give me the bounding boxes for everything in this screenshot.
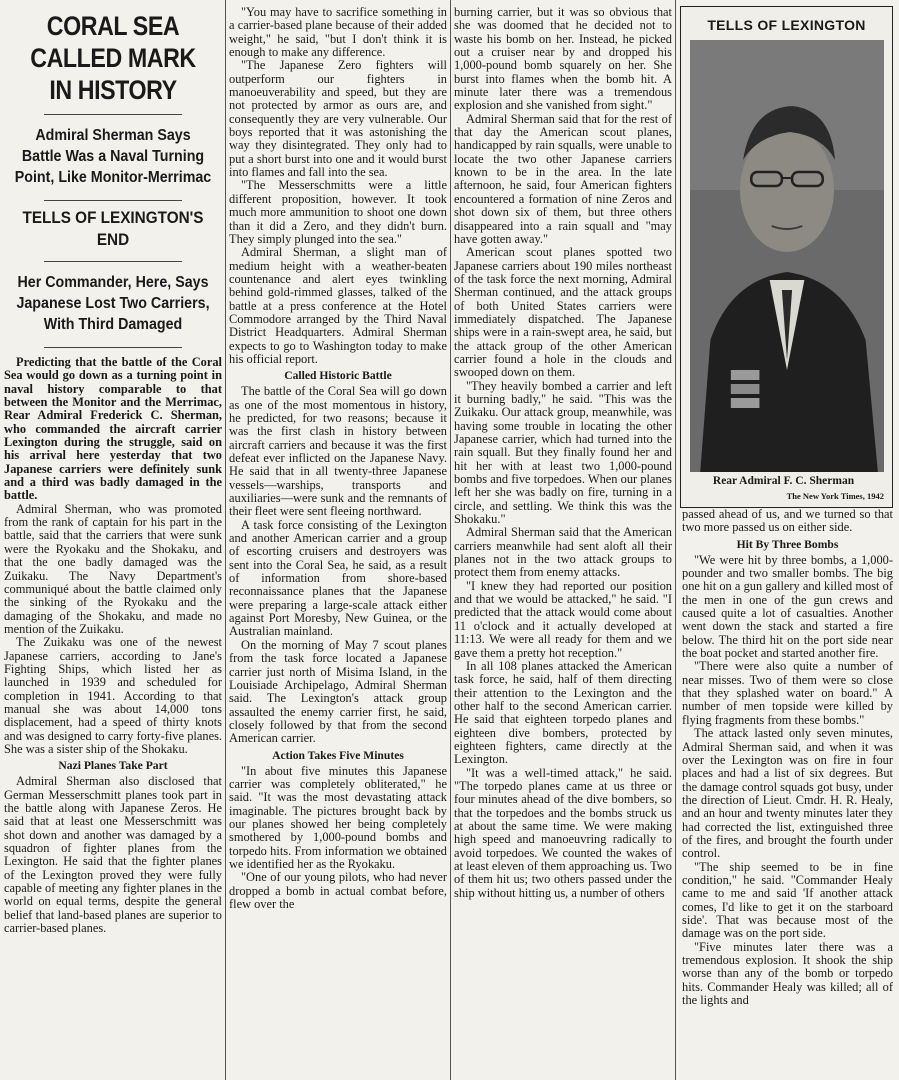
paragraph: In all 108 planes attacked the American task force, he said, half of them directing their attention to the Lexington and the other half to the second American carrier. He said that eighteen torpedo planes and eighteen dive bombers, protected by eighteen fighters, came directly at the Lexington. — [454, 658, 672, 767]
paragraph: burning carrier, but it was so obvious that she was doomed that he decided not to waste his bomb on her. Instead, he picked out a cruiser near by and dropped his 1,000-pound bomb squarely on her. She burst into flames when the bomb hit. A minute later there was a tremendous explosion and she vanished from sight." — [454, 5, 672, 113]
paragraph: Admiral Sherman said that the American carriers meanwhile had sent aloft all their planes not in the two attack groups to protect them from enemy attacks. — [454, 525, 672, 580]
paragraph: The Zuikaku was one of the newest Japanese carriers, according to Jane's Fighting Ships, which listed her as launched in 1939 and scheduled for completion in 1941. According to that manual she was about 14,000 tons displacement, had a speed of thirty knots and was designed to carry forty-five planes. She was a sister ship of the Shokaku. — [4, 635, 222, 756]
paragraph: "They heavily bombed a carrier and left it burning badly," he said. "This was the Zuikaku. Our attack group, meanwhile, was having some trouble in locating the other Japanese carrier, which had turned into the rain squall. But they finally found her and hit her with at least two 1,000-pound bombs and five torpedoes. When our planes left her she was badly on fire, turning in a circle, and settling. We think this was the Shokaku." — [454, 378, 672, 527]
portrait-photo — [690, 40, 884, 472]
paragraph: A task force consisting of the Lexington and another American carrier and a group of escorting cruisers and destroyers was sent into the Coral Sea, he said, as a result of information from shore-based reconnaissance planes that the Japanese were preparing a large-scale attack either against Port Moresby, New Guinea, or the Australian mainland. — [229, 517, 447, 639]
paragraph: passed ahead of us, and we turned so that two more passed us on either side. — [682, 507, 893, 535]
paragraph: Admiral Sherman, a slight man of medium height with a weather-beaten countenance and alert eyes twinkling behind gold-rimmed glasses, talked of the battle at a press conference at the Hotel Commodore arranged by the Third Naval District Headquarters. Admiral Sherman expects to go to Washington today to make his official report. — [229, 245, 447, 366]
paragraph: The attack lasted only seven minutes, Admiral Sherman said, and when it was over the Lexington was on fire in four places and had a list of six degrees. But the damage control squads got busy, under the direction of Lieut. Cmdr. H. R. Healy, and an hour and twenty minutes later they had corrected the list, extinguished three of the fires, and brought the fourth under control. — [682, 726, 893, 861]
paragraph: "Five minutes later there was a tremendous explosion. It shook the ship worse than any of the bomb or torpedo hits. Commander Healy was killed; all of the lights and — [682, 939, 893, 1008]
column-rule — [225, 0, 226, 1080]
paragraph: "The Japanese Zero fighters will outperform our fighters in manoeuverability and speed, but they are not protected by armor as ours are, and consequently they are very vulnerable. Our boys reported that it was astonishing the way they disintegrated. They only had to put a short burst into one and it would burst into flames and fall into the sea. — [229, 58, 447, 180]
column-4-text — [682, 508, 893, 1007]
photo-frame — [680, 6, 893, 508]
portrait-image — [690, 40, 884, 472]
divider — [44, 114, 182, 115]
paragraph: American scout planes spotted two Japanese carriers about 190 miles northeast of the task force the next morning, Admiral Sherman continued, and the attack groups of both United States carriers were immediately dispatched. The Japanese ships were in a rain-swept area, he said, but the attack group of the other American carrier found a hole in the clouds and swooped down on them. — [454, 245, 672, 380]
paragraph: Admiral Sherman said that for the rest of that day the American scout planes, handicapped by rain squalls, were unable to locate the two other Japanese carriers known to be in the area. In the late afternoon, he said, four American fighters encountered a formation of nine Zeros and shot down six of them, but three others disappeared into a rain squall and "may have gotten away." — [454, 111, 672, 246]
column-2 — [229, 0, 447, 1080]
paragraph: "There were also quite a number of near misses. Two of them were so close that they splashed water on board." A number of men topside were killed by flying fragments from these bombs." — [682, 659, 893, 727]
paragraph: "I knew they had reported our position and that we would be attacked," he said. "I predicted that the attack would come about 11 o'clock and it actually developed at 11:13. We were all ready for them and we gave them a pretty hot reception." — [454, 578, 672, 660]
paragraph: "It was a well-timed attack," he said. "The torpedo planes came at us three or four minutes ahead of the dive bombers, so that the torpedoes and the bombs struck us at about the same time. We were making high speed and manoeuvring radically to avoid torpedoes. We counted the wakes of at least eleven of them approaching us. Two of them hit us; two others passed under the ship without hitting us, a number of others — [454, 765, 672, 900]
section-heading: Action Takes Five Minutes — [272, 748, 404, 762]
headline: CORAL SEA CALLED MARK IN HISTORY — [30, 11, 196, 105]
section-heading: Nazi Planes Take Part — [58, 759, 168, 773]
section-heading: Hit By Three Bombs — [736, 537, 839, 551]
paragraph: "We were hit by three bombs, a 1,000-pounder and two smaller bombs. The big one hit on a gun gallery and killed most of the men in one of the gun crews and caused quite a lot of casualties. Another went down the stack and started a fire below. The third hit on the port side near the boat pocket and started another fire. — [682, 552, 893, 661]
photo-caption: Rear Admiral F. C. Sherman — [712, 475, 855, 487]
paragraph: "In about five minutes this Japanese carrier was completely obliterated," he said. "It was the most devastating attack imaginable. The pictures brought back by our planes showed her being completely smothered by 1,000-pound bombs and torpedo hits. From information we obtained we identified her as the Ryokaku. — [229, 763, 447, 871]
column-3 — [454, 0, 672, 1080]
divider — [44, 200, 182, 201]
paragraph: "One of our young pilots, who had never dropped a bomb in actual combat before, flew over the — [229, 870, 447, 911]
divider — [44, 261, 182, 262]
deck-3: Her Commander, Here, Says Japanese Lost Two Carriers, With Third Damaged — [16, 274, 210, 333]
paragraph: On the morning of May 7 scout planes from the task force located a Japanese carrier just north of Misima Island, in the Louisiade Archipelago, Admiral Sherman said. The Lexington's attack group assaulted the enemy carrier first, he said, closely followed by that from the second American carrier. — [229, 637, 447, 746]
paragraph: "The Messerschmitts were a little different proposition, however. It took much more ammunition to shoot one down than it did a Zero, and they didn't burn. They simply plunged into the sea." — [229, 178, 447, 246]
section-heading: Called Historic Battle — [284, 369, 392, 383]
deck-1: Admiral Sherman Says Battle Was a Naval Turning Point, Like Monitor-Merrimac — [14, 127, 212, 186]
photo-credit: The New York Times, 1942 — [786, 491, 884, 501]
paragraph: The battle of the Coral Sea will go down as one of the most momentous in history, he predicted, for two reasons; because it was the first clash in history between aircraft carriers and because it was the first defeat ever inflicted on the Japanese Navy. He said that in all twenty-three Japanese vessels—warships, transports and auxiliaries—were sunk and the remnants of their fleet were sent fleeing northward. — [229, 384, 447, 519]
paragraph: "You may have to sacrifice something in a carrier-based plane because of their added weight," he said, "but I don't think it is enough to make any difference. — [229, 5, 447, 60]
deck-2: TELLS OF LEXINGTON'S END — [22, 208, 204, 249]
paragraph: "The ship seemed to be in fine condition," he said. "Commander Healy came to me and said 'If another attack comes, I'd like to get it on the starboard side'. That was because most of the damage was on the port side. — [682, 859, 893, 941]
column-rule — [675, 0, 676, 1080]
column-1 — [4, 0, 222, 1080]
paragraph: Predicting that the battle of the Coral Sea would go down as a turning point in naval history comparable to that between the Monitor and the Merrimac, Rear Admiral Frederick C. Sherman, who commanded the aircraft carrier Lexington during the struggle, said on his arrival here yesterday that two Japanese carriers were definitely sunk and a third was badly damaged in the battle. — [4, 355, 222, 503]
paragraph: Admiral Sherman, who was promoted from the rank of captain for his part in the battle, said that the carriers that were sunk were the Ryokaku and the Shokaku, and that the one badly damaged was the Zuikaku. The Navy Department's communiqué about the battle claimed only the sinking of the Ryokaku and the damaging of the Shokaku, and made no mention of the Zuikaku. — [4, 501, 222, 636]
paragraph: Admiral Sherman also disclosed that German Messerschmitt planes took part in the battle along with Japanese Zeros. He said that at least one Messerschmitt was shot down and another was damaged by a squadron of fighter planes from the Lexington. He said that the fighter planes of the Lexington proved they were fully capable of meeting any fighter planes in the world on equal terms, despite the general belief that land-based planes are superior to carrier-based planes. — [4, 774, 222, 936]
column-rule — [450, 0, 451, 1080]
photo-title: TELLS OF LEXINGTON — [707, 17, 866, 33]
column-4 — [678, 0, 895, 1080]
divider — [44, 347, 182, 348]
